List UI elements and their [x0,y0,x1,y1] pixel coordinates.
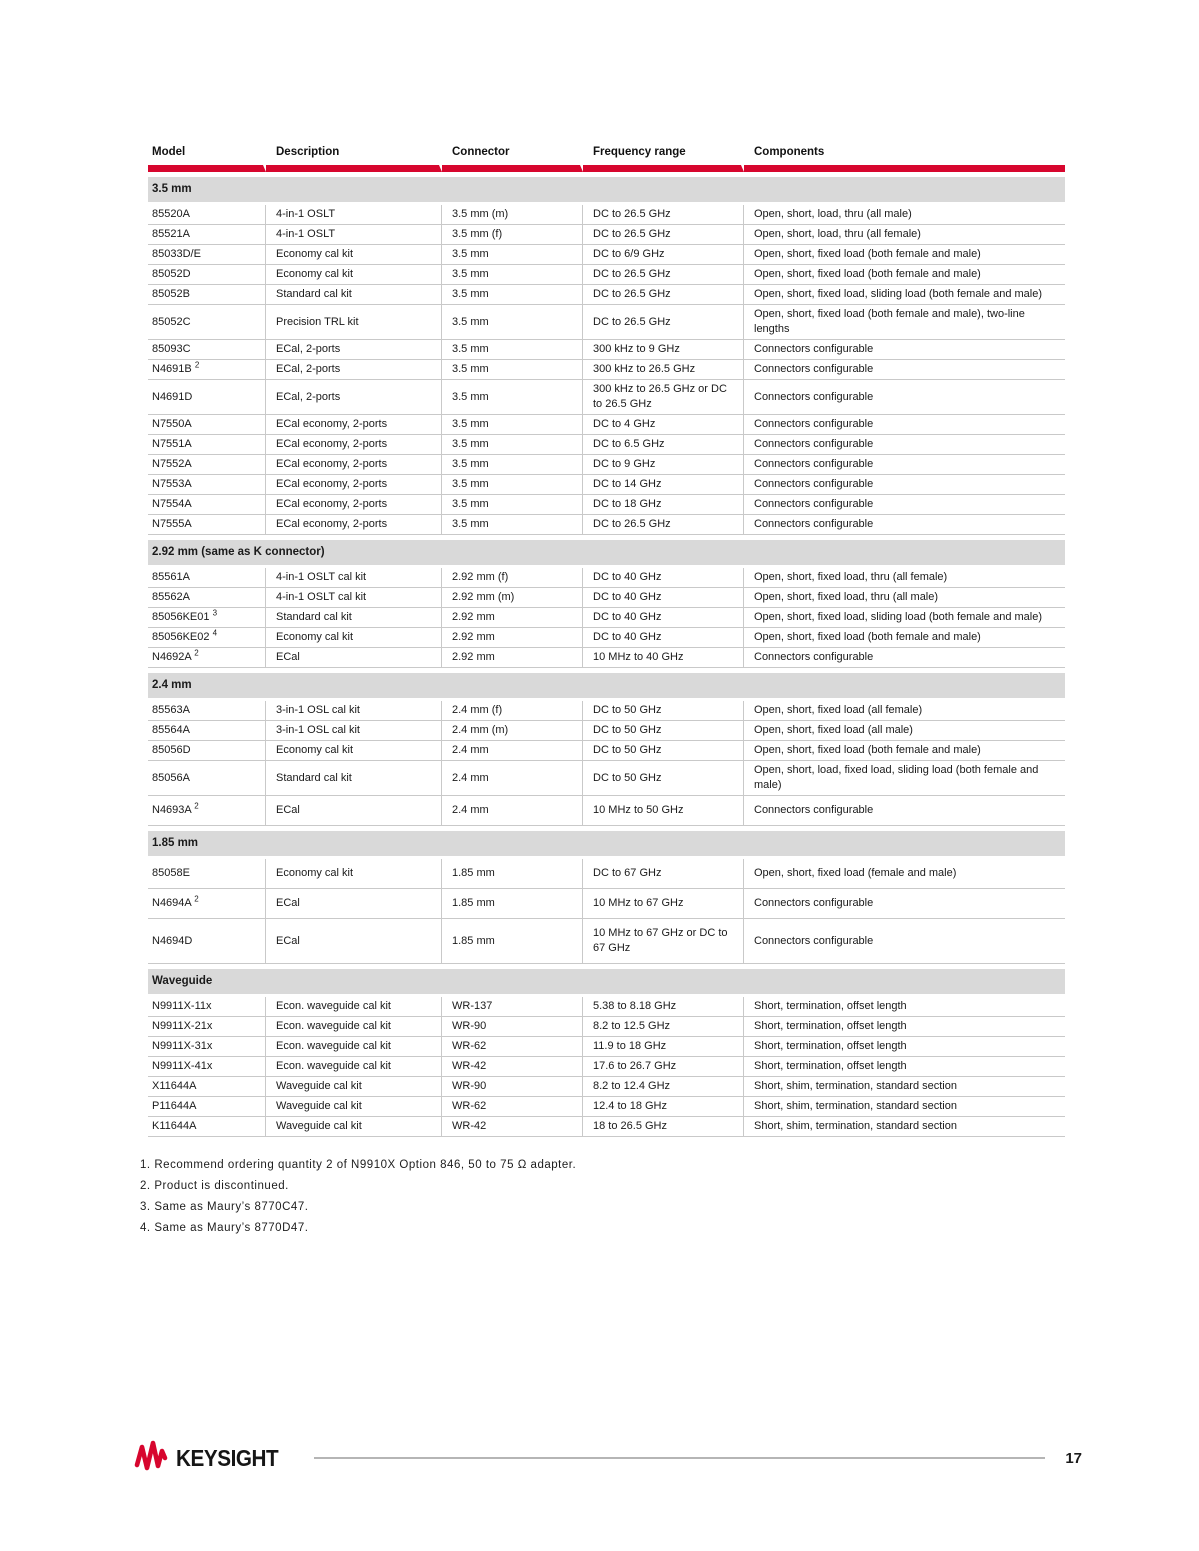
cell-components: Open, short, load, thru (all male) [744,205,1065,225]
cell-frequency: DC to 18 GHz [583,495,744,515]
cell-frequency: 5.38 to 8.18 GHz [583,997,744,1017]
cell-frequency: 8.2 to 12.4 GHz [583,1077,744,1097]
cell-model: N4693A $^2$ [148,796,266,826]
table-row [148,515,1065,535]
cell-connector: 2.92 mm (f) [442,568,583,588]
cell-model: 85033D/E [148,245,266,265]
cell-connector: 3.5 mm [442,305,583,340]
cell-components: Connectors configurable [744,380,1065,415]
footnotes [140,1155,1065,1239]
section-row [148,535,1065,568]
cell-description: ECal economy, 2-ports [266,515,442,535]
cell-description: ECal economy, 2-ports [266,435,442,455]
cell-frequency: 12.4 to 18 GHz [583,1097,744,1117]
table-row [148,415,1065,435]
cell-connector: 3.5 mm [442,285,583,305]
table-row [148,1077,1065,1097]
cell-frequency: 300 kHz to 9 GHz [583,340,744,360]
cell-description: ECal, 2-ports [266,380,442,415]
footnote-marker: 2 [194,801,199,811]
cell-description: ECal [266,919,442,964]
cell-model: N9911X-21x [148,1017,266,1037]
cell-description: 3-in-1 OSL cal kit [266,721,442,741]
table-row [148,265,1065,285]
cell-connector: 3.5 mm [442,340,583,360]
cell-connector: WR-62 [442,1097,583,1117]
cell-description: Econ. waveguide cal kit [266,1037,442,1057]
table-row [148,761,1065,796]
cell-frequency: DC to 40 GHz [583,608,744,628]
cell-frequency: 300 kHz to 26.5 GHz [583,360,744,380]
cell-components: Connectors configurable [744,455,1065,475]
table-header [148,146,1065,172]
footnote-line: 1. Recommend ordering quantity 2 of N9910X Option 846, 50 to 75 Ω adapter. [140,1159,577,1171]
cell-frequency: DC to 4 GHz [583,415,744,435]
cell-components: Open, short, fixed load, sliding load (both female and male) [744,608,1065,628]
cell-connector: 1.85 mm [442,889,583,919]
table-row [148,1017,1065,1037]
cell-model: 85056D [148,741,266,761]
cell-model: 85056KE02 $^4$ [148,628,266,648]
cell-frequency: DC to 50 GHz [583,701,744,721]
table-row [148,475,1065,495]
cell-connector: 3.5 mm [442,245,583,265]
cell-frequency: DC to 6.5 GHz [583,435,744,455]
cell-model: N4692A $^2$ [148,648,266,668]
column-header: Model [148,146,266,172]
cell-frequency: 18 to 26.5 GHz [583,1117,744,1137]
cell-model: N7553A [148,475,266,495]
cell-components: Connectors configurable [744,495,1065,515]
cell-components: Open, short, fixed load, thru (all female) [744,568,1065,588]
cell-description: Economy cal kit [266,741,442,761]
page-footer [133,1440,1082,1476]
cell-model: P11644A [148,1097,266,1117]
section-row [148,826,1065,859]
table-row [148,628,1065,648]
table-row [148,1097,1065,1117]
logo-wordmark: KEYSIGHT [176,1444,279,1471]
cell-model: N7550A [148,415,266,435]
section-header: Waveguide [148,964,1065,997]
cell-model: 85093C [148,340,266,360]
cell-connector: 3.5 mm (f) [442,225,583,245]
keysight-logo [133,1439,290,1478]
table-row [148,225,1065,245]
cell-connector: WR-137 [442,997,583,1017]
section-header: 2.4 mm [148,668,1065,701]
table-row [148,1037,1065,1057]
cell-description: 4-in-1 OSLT [266,205,442,225]
cell-model: 85056KE01 $^3$ [148,608,266,628]
cell-connector: 2.4 mm [442,761,583,796]
cell-components: Open, short, fixed load (both female and male), two-line lengths [744,305,1065,340]
cell-components: Connectors configurable [744,435,1065,455]
cell-frequency: DC to 40 GHz [583,588,744,608]
table-row [148,796,1065,826]
cell-description: Econ. waveguide cal kit [266,997,442,1017]
cell-model: 85520A [148,205,266,225]
table-row [148,495,1065,515]
cell-frequency: DC to 50 GHz [583,741,744,761]
cell-components: Connectors configurable [744,796,1065,826]
table-row [148,305,1065,340]
header-row [148,146,1065,172]
cell-frequency: DC to 14 GHz [583,475,744,495]
cell-model: N4691D [148,380,266,415]
cell-connector: WR-90 [442,1077,583,1097]
cell-description: Waveguide cal kit [266,1077,442,1097]
cell-model: N4691B $^2$ [148,360,266,380]
cell-frequency: DC to 9 GHz [583,455,744,475]
cell-frequency: 10 MHz to 50 GHz [583,796,744,826]
footnote-line: 3. Same as Maury’s 8770C47. [140,1201,309,1213]
cell-model: N9911X-41x [148,1057,266,1077]
cell-connector: WR-62 [442,1037,583,1057]
footnote-marker: 2 [194,648,199,658]
cell-description: Waveguide cal kit [266,1097,442,1117]
cell-components: Short, termination, offset length [744,1057,1065,1077]
cell-description: Waveguide cal kit [266,1117,442,1137]
cell-frequency: DC to 6/9 GHz [583,245,744,265]
table-body [148,172,1065,1137]
cell-description: ECal, 2-ports [266,340,442,360]
cell-frequency: DC to 40 GHz [583,628,744,648]
cell-connector: WR-42 [442,1117,583,1137]
cell-components: Connectors configurable [744,415,1065,435]
cell-components: Open, short, fixed load (both female and male) [744,741,1065,761]
cell-connector: 3.5 mm [442,495,583,515]
cell-model: 85052B [148,285,266,305]
cell-model: X11644A [148,1077,266,1097]
cell-components: Short, shim, termination, standard section [744,1077,1065,1097]
cell-connector: 1.85 mm [442,919,583,964]
column-header: Components [744,146,1065,172]
cell-frequency: DC to 67 GHz [583,859,744,889]
footnote-line: 2. Product is discontinued. [140,1180,289,1192]
cell-connector: WR-42 [442,1057,583,1077]
table-row [148,997,1065,1017]
table-row [148,340,1065,360]
cell-connector: 3.5 mm [442,265,583,285]
cell-model: N4694D [148,919,266,964]
cell-model: 85562A [148,588,266,608]
cell-components: Open, short, fixed load, thru (all male) [744,588,1065,608]
cell-model: N9911X-11x [148,997,266,1017]
footnote-marker: 4 [212,628,218,638]
cell-components: Short, shim, termination, standard section [744,1097,1065,1117]
section-row [148,172,1065,205]
cell-model: 85058E [148,859,266,889]
cell-description: 4-in-1 OSLT cal kit [266,588,442,608]
cell-model: 85561A [148,568,266,588]
cell-connector: 3.5 mm [442,380,583,415]
cell-connector: 2.4 mm [442,796,583,826]
cell-components: Open, short, fixed load (both female and male) [744,265,1065,285]
table-row [148,889,1065,919]
cell-frequency: DC to 26.5 GHz [583,225,744,245]
column-header: Connector [442,146,583,172]
cell-description: 4-in-1 OSLT cal kit [266,568,442,588]
cell-components: Connectors configurable [744,340,1065,360]
cell-components: Short, termination, offset length [744,1037,1065,1057]
table-row [148,608,1065,628]
cell-connector: WR-90 [442,1017,583,1037]
cell-description: ECal economy, 2-ports [266,455,442,475]
cell-connector: 2.4 mm (f) [442,701,583,721]
table-row [148,741,1065,761]
table-row [148,380,1065,415]
cell-components: Connectors configurable [744,648,1065,668]
cell-connector: 1.85 mm [442,859,583,889]
table-row [148,205,1065,225]
cell-frequency: DC to 26.5 GHz [583,515,744,535]
cell-model: N7552A [148,455,266,475]
keysight-spark-icon [133,1439,171,1478]
cell-components: Short, termination, offset length [744,997,1065,1017]
cell-model: N7555A [148,515,266,535]
cell-frequency: DC to 26.5 GHz [583,265,744,285]
cell-description: Econ. waveguide cal kit [266,1057,442,1077]
cell-frequency: 10 MHz to 67 GHz [583,889,744,919]
cell-model: 85052D [148,265,266,285]
cell-frequency: DC to 26.5 GHz [583,285,744,305]
cell-description: Precision TRL kit [266,305,442,340]
cell-description: Standard cal kit [266,285,442,305]
cell-components: Open, short, fixed load (both female and male) [744,628,1065,648]
cell-components: Connectors configurable [744,919,1065,964]
cell-connector: 2.92 mm [442,608,583,628]
cell-components: Connectors configurable [744,360,1065,380]
cell-description: ECal [266,889,442,919]
table-row [148,435,1065,455]
cell-connector: 3.5 mm [442,415,583,435]
cell-components: Short, termination, offset length [744,1017,1065,1037]
cell-description: 3-in-1 OSL cal kit [266,701,442,721]
table-row [148,588,1065,608]
table-row [148,455,1065,475]
table-row [148,1117,1065,1137]
table-row [148,919,1065,964]
cal-kits-table [148,146,1065,1137]
cell-components: Open, short, fixed load (all male) [744,721,1065,741]
cell-frequency: DC to 40 GHz [583,568,744,588]
cell-connector: 3.5 mm [442,515,583,535]
cell-model: N7551A [148,435,266,455]
section-header: 3.5 mm [148,172,1065,205]
cell-model: 85563A [148,701,266,721]
table-row [148,1057,1065,1077]
cell-connector: 2.4 mm (m) [442,721,583,741]
cell-model: 85056A [148,761,266,796]
footnote-marker: 3 [212,608,218,618]
cell-frequency: 300 kHz to 26.5 GHz or DC to 26.5 GHz [583,380,744,415]
cell-connector: 3.5 mm [442,475,583,495]
cell-model: N7554A [148,495,266,515]
footnote-marker: 2 [194,360,200,370]
cell-components: Connectors configurable [744,889,1065,919]
cell-model: N4694A $^2$ [148,889,266,919]
column-header: Frequency range [583,146,744,172]
cell-connector: 3.5 mm [442,360,583,380]
page-number: 17 [1065,1449,1082,1467]
cell-frequency: 10 MHz to 40 GHz [583,648,744,668]
cell-frequency: DC to 26.5 GHz [583,305,744,340]
table-row [148,360,1065,380]
cell-components: Open, short, fixed load, sliding load (both female and male) [744,285,1065,305]
cell-components: Open, short, fixed load (female and male) [744,859,1065,889]
column-header: Description [266,146,442,172]
cell-description: Standard cal kit [266,608,442,628]
table-row [148,701,1065,721]
cell-components: Open, short, load, fixed load, sliding load (both female and male) [744,761,1065,796]
cell-components: Open, short, load, thru (all female) [744,225,1065,245]
footnote-line: 4. Same as Maury’s 8770D47. [140,1222,309,1234]
cell-description: ECal economy, 2-ports [266,475,442,495]
table-row [148,859,1065,889]
cell-description: Economy cal kit [266,628,442,648]
cell-description: ECal economy, 2-ports [266,415,442,435]
cell-description: Economy cal kit [266,265,442,285]
cell-model: N9911X-31x [148,1037,266,1057]
section-header: 2.92 mm (same as K connector) [148,535,1065,568]
cell-connector: 3.5 mm (m) [442,205,583,225]
cell-description: ECal economy, 2-ports [266,495,442,515]
table-row [148,285,1065,305]
cell-frequency: 17.6 to 26.7 GHz [583,1057,744,1077]
table-row [148,721,1065,741]
section-header: 1.85 mm [148,826,1065,859]
cell-description: Econ. waveguide cal kit [266,1017,442,1037]
cell-frequency: 11.9 to 18 GHz [583,1037,744,1057]
cell-description: ECal [266,648,442,668]
cell-model: 85564A [148,721,266,741]
cell-connector: 2.92 mm [442,648,583,668]
cell-components: Short, shim, termination, standard section [744,1117,1065,1137]
cell-connector: 2.4 mm [442,741,583,761]
section-row [148,964,1065,997]
cell-description: ECal [266,796,442,826]
cell-description: Standard cal kit [266,761,442,796]
cell-connector: 3.5 mm [442,435,583,455]
footer-divider [314,1457,1046,1459]
footnote-marker: 2 [194,894,199,904]
cell-frequency: DC to 50 GHz [583,761,744,796]
cell-connector: 2.92 mm [442,628,583,648]
cell-description: 4-in-1 OSLT [266,225,442,245]
cell-components: Open, short, fixed load (all female) [744,701,1065,721]
cell-model: K11644A [148,1117,266,1137]
cell-frequency: DC to 26.5 GHz [583,205,744,225]
cell-frequency: 10 MHz to 67 GHz or DC to 67 GHz [583,919,744,964]
cell-components: Connectors configurable [744,475,1065,495]
table-row [148,648,1065,668]
section-row [148,668,1065,701]
cell-model: 85521A [148,225,266,245]
cell-components: Connectors configurable [744,515,1065,535]
cell-description: Economy cal kit [266,859,442,889]
cell-description: Economy cal kit [266,245,442,265]
cell-frequency: 8.2 to 12.5 GHz [583,1017,744,1037]
cell-model: 85052C [148,305,266,340]
cell-frequency: DC to 50 GHz [583,721,744,741]
cell-description: ECal, 2-ports [266,360,442,380]
table-row [148,245,1065,265]
cell-connector: 2.92 mm (m) [442,588,583,608]
cell-components: Open, short, fixed load (both female and male) [744,245,1065,265]
table-row [148,568,1065,588]
cell-connector: 3.5 mm [442,455,583,475]
